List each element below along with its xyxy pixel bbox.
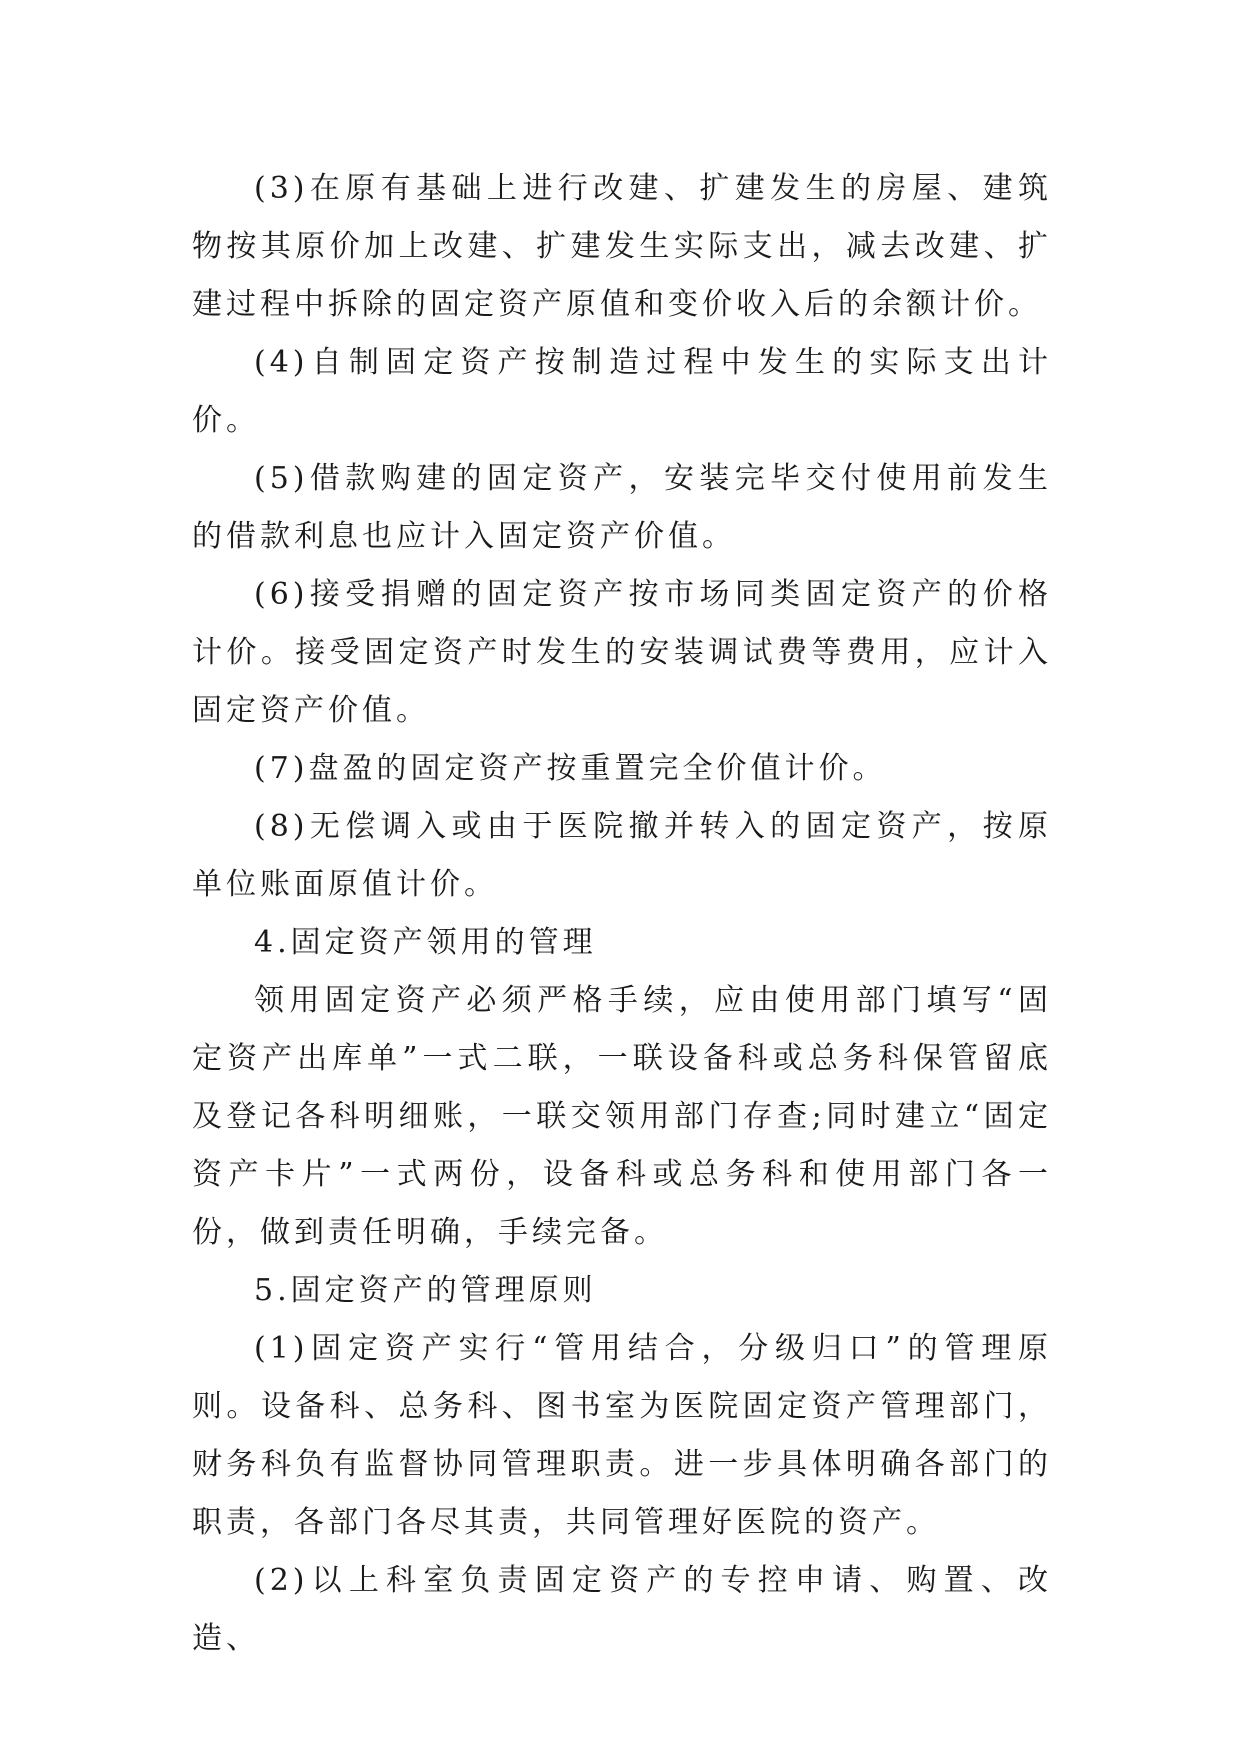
- paragraph-item-7-surplus: (7)盘盈的固定资产按重置完全价值计价。: [254, 751, 887, 786]
- paragraph-principle-1: (1)固定资产实行“管用结合，分级归口”的管理原则。设备科、总务科、图书室为医院固定资产管理部门，财务科负有监督协同管理职责。进一步具体明确各部门的职责，各部门各尽其责，共同管理好医院的资产。: [192, 1331, 1052, 1540]
- paragraph-item-4-self-made: (4)自制固定资产按制造过程中发生的实际支出计价。: [192, 345, 1052, 438]
- paragraph-requisition: 领用固定资产必须严格手续，应由使用部门填写“固定资产出库单”一式二联，一联设备科或总务科保管留底及登记各科明细账，一联交领用部门存查;同时建立“固定资产卡片”一式两份，设备科或总务科和使用部门各一份，做到责任明确，手续完备。: [192, 983, 1052, 1250]
- section-heading-5: 5.固定资产的管理原则: [254, 1273, 597, 1308]
- paragraph-item-8-transfer: (8)无偿调入或由于医院撤并转入的固定资产，按原单位账面原值计价。: [192, 809, 1052, 902]
- paragraph-item-6-donation: (6)接受捐赠的固定资产按市场同类固定资产的价格计价。接受固定资产时发生的安装调试费等费用，应计入固定资产价值。: [192, 577, 1052, 728]
- paragraph-item-3-renovation: (3)在原有基础上进行改建、扩建发生的房屋、建筑物按其原价加上改建、扩建发生实际支出，减去改建、扩建过程中拆除的固定资产原值和变价收入后的余额计价。: [192, 171, 1052, 322]
- paragraph-principle-2: (2)以上科室负责固定资产的专控申请、购置、改造、: [192, 1563, 1052, 1656]
- paragraph-item-5-loan: (5)借款购建的固定资产，安装完毕交付使用前发生的借款利息也应计入固定资产价值。: [192, 461, 1052, 554]
- document-body: [192, 160, 1052, 1668]
- section-heading-4: 4.固定资产领用的管理: [254, 925, 597, 960]
